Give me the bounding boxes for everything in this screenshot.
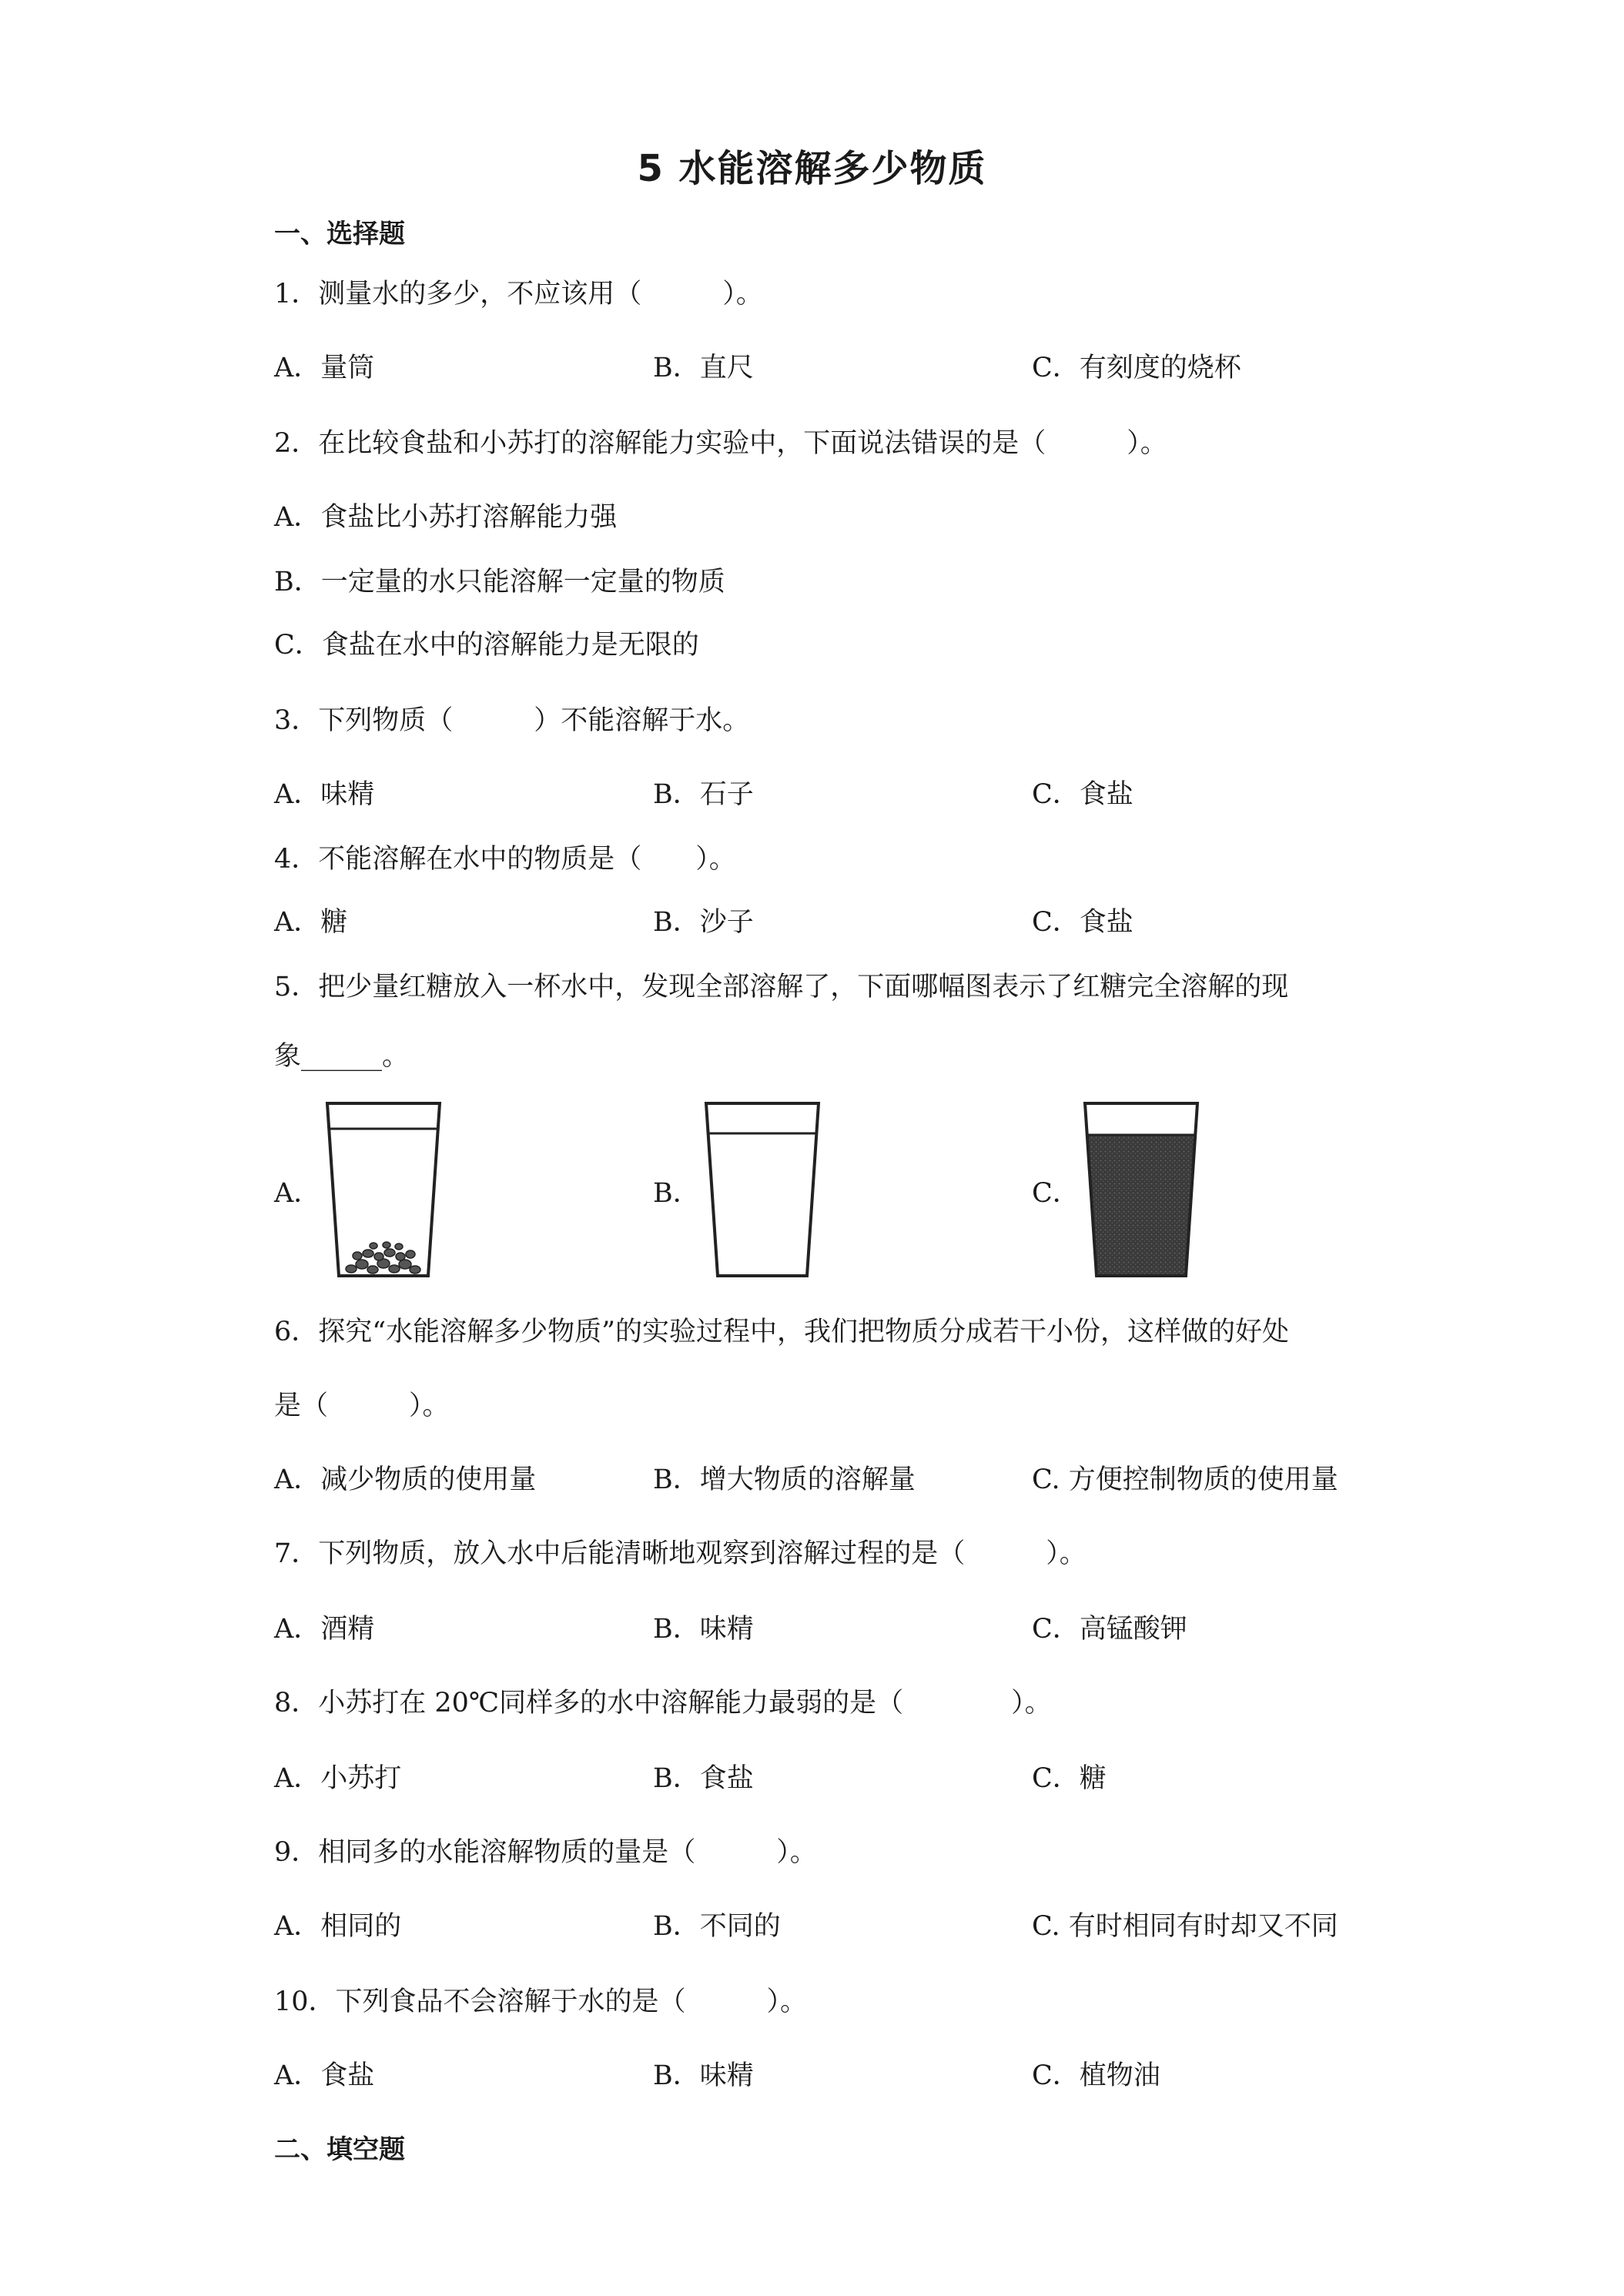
question-5-option-a: A．	[274, 1178, 321, 1209]
question-7-option-a: A．酒精	[274, 1614, 375, 1645]
question-7-option-b: B．味精	[653, 1614, 754, 1645]
glass-b-clear-water-illustration	[702, 1099, 822, 1280]
question-3-stem: 3．下列物质（ ）不能溶解于水。	[274, 705, 750, 736]
section-heading-fill: 二、填空题	[274, 2134, 405, 2165]
glass-c-dissolved-solution-illustration	[1081, 1099, 1201, 1280]
question-9-option-a: A．相同的	[274, 1911, 402, 1942]
question-6-option-c: C. 方便控制物质的使用量	[1032, 1464, 1338, 1495]
question-5-stem-line1: 5．把少量红糖放入一杯水中，发现全部溶解了，下面哪幅图表示了红糖完全溶解的现	[274, 972, 1289, 1002]
question-1-option-b: B．直尺	[653, 353, 754, 383]
question-4-option-b: B．沙子	[653, 907, 754, 938]
question-9-option-b: B．不同的	[653, 1911, 781, 1942]
question-10-option-b: B．味精	[653, 2060, 754, 2091]
question-1-option-a: A．量筒	[274, 353, 375, 383]
question-9-stem: 9．相同多的水能溶解物质的量是（ ）。	[274, 1837, 817, 1868]
question-4-option-c: C．食盐	[1032, 907, 1133, 938]
question-2-option-c: C．食盐在水中的溶解能力是无限的	[274, 630, 699, 661]
question-6-option-a: A．减少物质的使用量	[274, 1464, 537, 1495]
question-10-option-a: A．食盐	[274, 2060, 375, 2091]
question-5-stem-line2: 象______。	[274, 1041, 410, 1072]
question-10-option-c: C．植物油	[1032, 2060, 1160, 2091]
section-heading-choice: 一、选择题	[274, 219, 405, 249]
question-2-option-b: B．一定量的水只能溶解一定量的物质	[274, 567, 725, 597]
question-5-option-b: B．	[653, 1178, 700, 1209]
question-1-stem: 1．测量水的多少，不应该用（ ）。	[274, 279, 763, 310]
question-1-option-c: C．有刻度的烧杯	[1032, 353, 1241, 383]
question-3-option-b: B．石子	[653, 779, 754, 810]
question-6-stem-line2: 是（ ）。	[274, 1391, 450, 1421]
question-3-option-c: C．食盐	[1032, 779, 1133, 810]
question-8-stem: 8．小苏打在 20℃同样多的水中溶解能力最弱的是（ ）。	[274, 1688, 1052, 1719]
question-4-option-a: A．糖	[274, 907, 348, 938]
question-7-stem: 7．下列物质，放入水中后能清晰地观察到溶解过程的是（ ）。	[274, 1538, 1087, 1569]
question-6-stem-line1: 6．探究“水能溶解多少物质”的实验过程中，我们把物质分成若干小份，这样做的好处	[274, 1317, 1290, 1347]
question-8-option-a: A．小苏打	[274, 1763, 402, 1794]
question-2-option-a: A．食盐比小苏打溶解能力强	[274, 502, 618, 533]
glass-a-sediment-illustration	[323, 1099, 444, 1280]
page-title: 5 水能溶解多少物质	[637, 147, 987, 190]
question-2-stem: 2．在比较食盐和小苏打的溶解能力实验中，下面说法错误的是（ ）。	[274, 428, 1167, 459]
question-3-option-a: A．味精	[274, 779, 375, 810]
question-7-option-c: C．高锰酸钾	[1032, 1614, 1187, 1645]
question-8-option-c: C．糖	[1032, 1763, 1107, 1794]
question-5-option-c: C．	[1032, 1178, 1080, 1209]
question-4-stem: 4．不能溶解在水中的物质是（ ）。	[274, 844, 736, 875]
question-9-option-c: C. 有时相同有时却又不同	[1032, 1911, 1338, 1942]
question-8-option-b: B．食盐	[653, 1763, 754, 1794]
question-6-option-b: B．增大物质的溶解量	[653, 1464, 916, 1495]
question-10-stem: 10．下列食品不会溶解于水的是（ ）。	[274, 1986, 808, 2017]
